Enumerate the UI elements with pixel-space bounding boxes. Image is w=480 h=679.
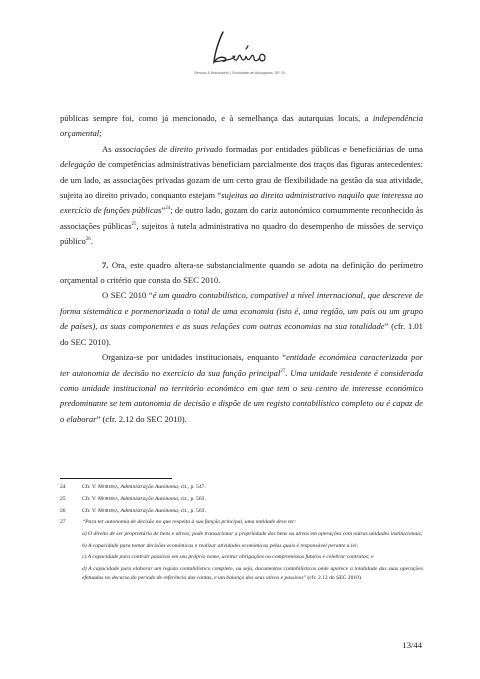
footnote-25: 25 Cfr. V. Moreira, Administração Autónoma, cit., p. 563.	[60, 495, 206, 502]
paragraph-5: Organiza-se por unidades institucionais, enquanto “entidade económica caracterizada por ter autonomia de decisão no exercício da sua função principal$^{27}$. Uma unidade residente é considerada como unidade institucional no território económico em que tem o seu centro de interesse económico predominante se tem autonomia de decisão e dispõe de um registo contabilístico completo ou é capaz de o elaborar” (cfr. 2.12 do SEC 2010).	[60, 352, 423, 424]
footnote-ref-24[interactable]: 24	[165, 206, 171, 212]
footnotes	[60, 483, 423, 586]
footnote-27: 27 “Para ter autonomia de decisão no que respeita à sua função principal, uma entidade deve ter:	[60, 519, 297, 526]
footnote-27-item-d: d) A capacidade para elaborar um registo contabilístico completo, ou seja, documentos contabilísticos onde aparece a totalidade das suas operações efetuadas no decurso do período de referência das contas, e um balanço dos seus ativos e passivos” (cfr. 2.12 do SEC 2010).	[82, 565, 423, 582]
footnote-26: 26 Cfr. V. Moreira, Administração Autónoma, cit., p. 563.	[60, 507, 206, 514]
page-number: 13/44	[402, 640, 422, 650]
footnote-ref-27[interactable]: 27	[280, 368, 286, 374]
paragraph-4: O SEC 2010 “é um quadro contabilístico, compatível a nível internacional, que descreve de forma sistemática e pormenorizada o total de uma economia (isto é, uma região, um país ou um grupo de países), as suas componentes e as suas relações com outras economias na sua totalidade” (cfr. 1.01 do SEC 2010).	[60, 290, 424, 347]
firm-tagline: Sérvulo & Associados | Sociedade de Advogados, SP, RL	[194, 71, 286, 75]
footnote-separator	[60, 478, 172, 479]
footnote-ref-26[interactable]: 26	[85, 237, 91, 243]
signature-logo-icon	[205, 26, 275, 70]
document-body	[60, 111, 423, 427]
firm-logo	[0, 26, 480, 75]
footnote-24: 24 Cfr. V. Moreira, Administração Autónoma, cit., p. 547.	[60, 484, 206, 490]
footnote-27-item-c: c) A capacidade para contrair passivos em seu próprio nome, aceitar obrigações ou compromissos futuros e celebrar contratos; e	[82, 554, 374, 561]
paragraph-2: As associações de direito privado formadas por entidades públicas e beneficiárias de uma delegação de competências administrativas beneficiam parcialmente dos traços das figuras antecedentes: de um lado, as associações privadas gozam de um certo grau de flexibilidade na gestão da sua atividade, sujeita ao direito privado, conquanto estejam “sujeitas ao direito administrativo naquilo que interessa ao exercício de funções públicas”$^{24}$; de outro lado, gozam do cariz autonómico comummente reconhecido às associações públicas$^{25}$, sujeitos à tutela administrativa no quadro do desempenho de missões de serviço público$^{26}$.	[60, 143, 423, 247]
paragraph-1: públicas sempre foi, como já mencionado, e à semelhança das autarquias locais, a independência orçamental;	[60, 113, 423, 139]
footnote-27-item-a: a) O direito de ser proprietária de bens e ativos; pode transacionar a propriedade dos bens ou ativos em operações com outras unidades institucionais;	[82, 531, 423, 538]
footnote-ref-25[interactable]: 25	[131, 221, 137, 227]
paragraph-3: 7. Ora, este quadro altera-se substancialmente quando se adota na definição do perímetro orçamental o critério que consta do SEC 2010.	[60, 259, 423, 286]
footnote-27-item-b: b) A capacidade para tomar decisões económicas e realizar atividades económicas pelas quais é responsável perante a lei;	[82, 542, 359, 549]
section-number: 7.	[102, 259, 109, 270]
